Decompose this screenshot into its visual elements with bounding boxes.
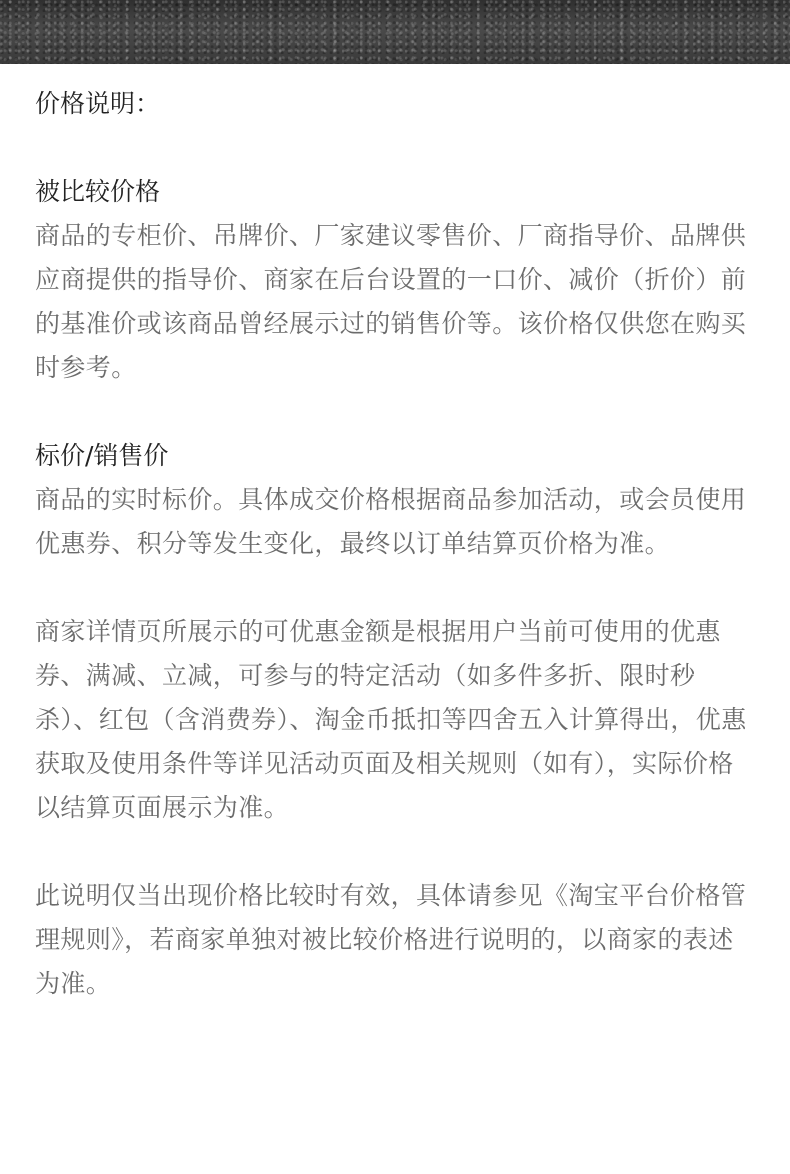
spacer bbox=[35, 830, 757, 874]
spacer bbox=[35, 390, 757, 434]
header-texture-image bbox=[0, 0, 790, 64]
section-title-compared-price: 被比较价格 bbox=[35, 177, 161, 206]
price-explanation-content bbox=[35, 82, 757, 1006]
paragraph-validity-note: 此说明仅当出现价格比较时有效，具体请参见《淘宝平台价格管理规则》，若商家单独对被比较价格进行说明的，以商家的表述为准。 bbox=[35, 881, 747, 998]
paragraph-discount-amount: 商家详情页所展示的可优惠金额是根据用户当前可使用的优惠券、满减、立减，可参与的特定活动（如多件多折、限时秒杀）、红包（含消费券）、淘金币抵扣等四舍五入计算得出，优惠获取及使用条件等详见活动页面及相关规则（如有），实际价格以结算页面展示为准。 bbox=[35, 617, 747, 822]
spacer bbox=[35, 566, 757, 610]
section-body-compared-price: 商品的专柜价、吊牌价、厂家建议零售价、厂商指导价、品牌供应商提供的指导价、商家在后台设置的一口价、减价（折价）前的基准价或该商品曾经展示过的销售价等。该价格仅供您在购买时参考。 bbox=[35, 221, 747, 382]
section-title-list-price: 标价/销售价 bbox=[35, 441, 169, 470]
section-body-list-price: 商品的实时标价。具体成交价格根据商品参加活动，或会员使用优惠券、积分等发生变化，最终以订单结算页价格为准。 bbox=[35, 485, 747, 558]
page-title: 价格说明： bbox=[35, 89, 161, 118]
spacer bbox=[35, 126, 757, 170]
